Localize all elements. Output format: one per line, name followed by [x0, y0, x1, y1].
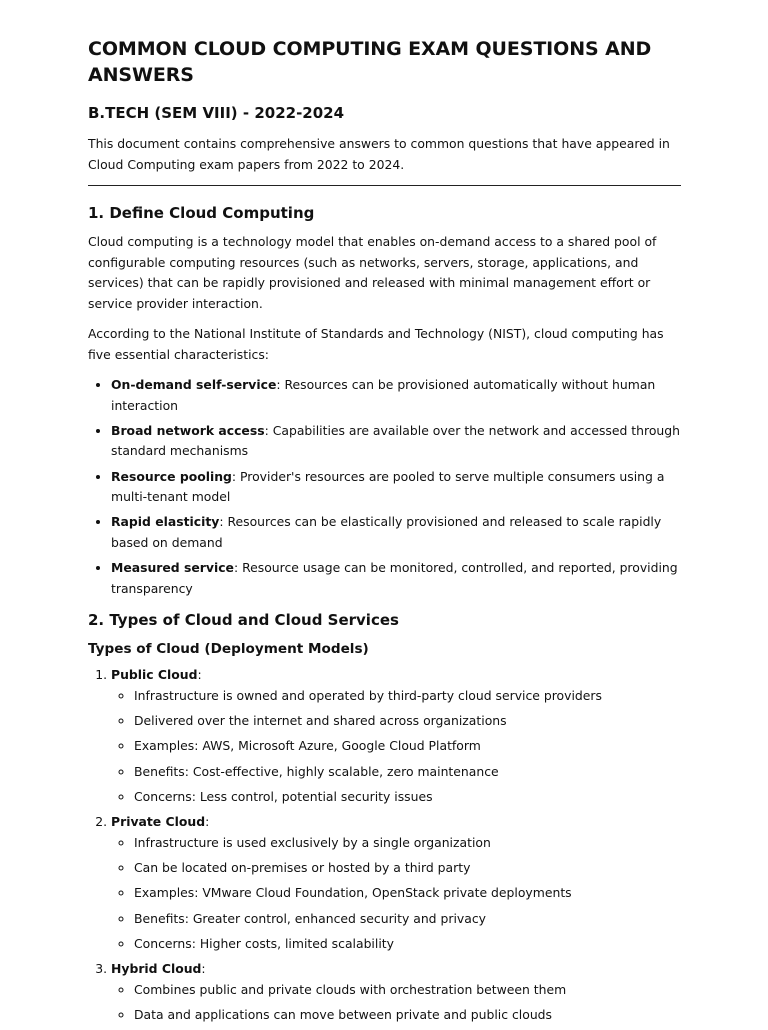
characteristic-term: Rapid elasticity	[111, 514, 220, 530]
list-item	[111, 558, 681, 599]
list-item	[111, 467, 681, 508]
list-item: ◦ Benefits: Cost-effective, highly scalable, zero maintenance	[134, 762, 681, 783]
list-item: ◦ Infrastructure is owned and operated by third-party cloud service providers	[134, 686, 681, 707]
list-item: ◦ Examples: VMware Cloud Foundation, OpenStack private deployments	[134, 883, 681, 904]
list-item	[111, 512, 681, 553]
cloud-type-name: Public Cloud	[111, 667, 198, 683]
list-item	[111, 421, 681, 462]
characteristic-desc: : Resource usage can be monitored, controlled, and reported, providing transparency	[111, 560, 678, 596]
list-item: ◦ Can be located on-premises or hosted by a third party	[134, 858, 681, 879]
hybrid-cloud-points	[111, 980, 681, 1026]
section-1-heading: 1. Define Cloud Computing	[88, 204, 315, 222]
characteristic-desc: : Capabilities are available over the network and accessed through standard mechanisms	[111, 422, 680, 459]
characteristic-desc: : Provider's resources are pooled to serve multiple consumers using a multi-tenant model	[111, 468, 665, 505]
list-item: ◦ Benefits: Greater control, enhanced security and privacy	[134, 909, 681, 930]
private-cloud-points	[111, 833, 681, 955]
list-item: ◦ Combines public and private clouds with orchestration between them	[134, 980, 681, 1001]
list-item: ◦ Delivered over the internet and shared across organizations	[134, 711, 681, 732]
cloud-type-name: Hybrid Cloud	[111, 961, 202, 977]
section-divider	[88, 185, 681, 186]
document-subtitle: B.TECH (SEM VIII) - 2022-2024	[88, 104, 345, 122]
characteristics-list	[88, 375, 681, 599]
document-body	[88, 36, 681, 1030]
list-item: ◦ Concerns: Less control, potential security issues	[134, 787, 681, 808]
document-title: COMMON CLOUD COMPUTING EXAM QUESTIONS AND ANSWERS	[88, 38, 652, 86]
characteristic-desc: : Resources can be elastically provisioned and released to scale rapidly based on demand	[111, 514, 662, 550]
characteristic-term: Resource pooling	[111, 468, 232, 484]
list-item: ◦ Data and applications can move between private and public clouds	[134, 1005, 681, 1026]
section-2-heading: 2. Types of Cloud and Cloud Services	[88, 611, 399, 630]
section-1-definition: Cloud computing is a technology model that enables on-demand access to a shared pool of configurable computing resources (such as networks, servers, storage, applications, and services) that can be rapidly provisioned and released with minimal management effort or service provider interaction.	[88, 234, 657, 311]
list-item: ◦ Infrastructure is used exclusively by a single organization	[134, 833, 681, 854]
cloud-types-list	[88, 665, 681, 1025]
cloud-type-colon: :	[201, 961, 206, 977]
list-item	[111, 375, 681, 416]
characteristic-desc: : Resources can be provisioned automatically without human interaction	[111, 377, 656, 413]
cloud-type-name: Private Cloud	[111, 814, 206, 830]
intro-paragraph: This document contains comprehensive answers to common questions that have appeared in Cloud Computing exam papers from 2022 to 2024.	[88, 136, 670, 172]
section-1-nist-intro: According to the National Institute of Standards and Technology (NIST), cloud computing has five essential characteristics:	[88, 326, 664, 362]
cloud-type-private	[111, 812, 681, 954]
cloud-type-hybrid	[111, 959, 681, 1025]
cloud-type-colon: :	[197, 667, 202, 683]
list-item: ◦ Concerns: Higher costs, limited scalability	[134, 934, 681, 955]
deployment-models-heading: Types of Cloud (Deployment Models)	[88, 641, 369, 658]
characteristic-term: On-demand self-service	[111, 377, 277, 392]
public-cloud-points	[111, 686, 681, 808]
characteristic-term: Broad network access	[111, 422, 265, 438]
list-item: ◦ Examples: AWS, Microsoft Azure, Google Cloud Platform	[134, 736, 681, 757]
cloud-type-colon: :	[205, 814, 210, 830]
characteristic-term: Measured service	[111, 560, 234, 576]
cloud-type-public	[111, 665, 681, 807]
